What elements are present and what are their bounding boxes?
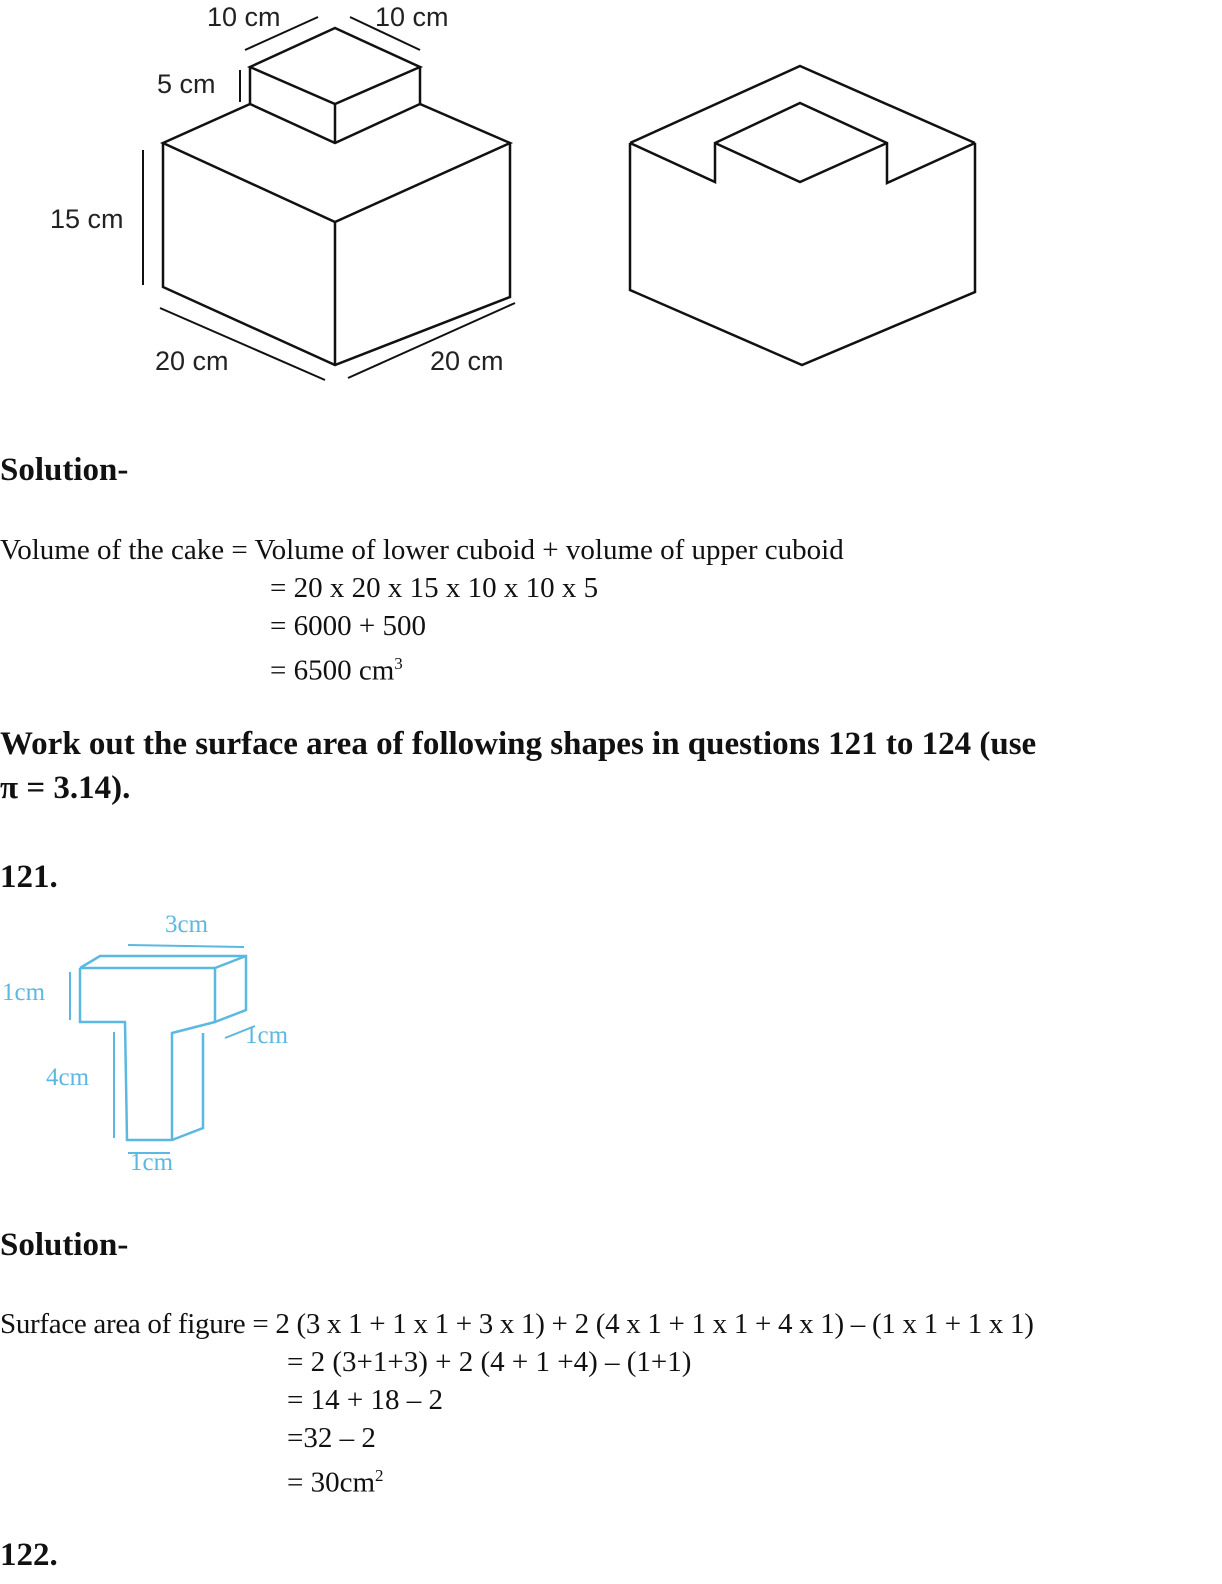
solution-line: [287, 1459, 384, 1500]
exponent: 2: [375, 1466, 384, 1485]
solution-line: = 2 (3+1+3) + 2 (4 + 1 +4) – (1+1): [287, 1346, 692, 1378]
label-top-right: 10 cm: [375, 2, 449, 32]
solution-heading: Solution-: [0, 1227, 129, 1263]
label-height: 15 cm: [50, 204, 124, 234]
solution-line: [270, 647, 403, 688]
result-text: = 6500 cm: [270, 654, 395, 687]
result-text: = 30cm: [287, 1466, 376, 1499]
solution-line: = 6000 + 500: [270, 610, 426, 642]
instruction-line: Work out the surface area of following shapes in questions 121 to 124 (use: [0, 726, 1037, 762]
solution-heading: Solution-: [0, 452, 129, 488]
question-number: 122.: [0, 1537, 58, 1573]
label-bottom-right: 20 cm: [430, 346, 504, 376]
solution-line: =32 – 2: [287, 1422, 376, 1454]
label-1cm-bottom: 1cm: [130, 1149, 174, 1176]
label-4cm: 4cm: [46, 1064, 90, 1091]
t-shape-figure: [70, 945, 255, 1153]
label-top-left: 10 cm: [207, 2, 281, 32]
label-1cm-depth: 1cm: [245, 1022, 289, 1049]
label-3cm: 3cm: [165, 911, 209, 938]
label-1cm-left: 1cm: [2, 979, 46, 1006]
solution-line: = 20 x 20 x 15 x 10 x 10 x 5: [270, 572, 599, 604]
question-number: 121.: [0, 859, 58, 895]
instruction-line: π = 3.14).: [0, 770, 131, 806]
solution-line: Volume of the cake = Volume of lower cuboid + volume of upper cuboid: [0, 534, 844, 566]
label-bottom-left: 20 cm: [155, 346, 229, 376]
solution-line: Surface area of figure = 2 (3 x 1 + 1 x 1 + 3 x 1) + 2 (4 x 1 + 1 x 1 + 4 x 1) – (1 x 1 + 1 x 1): [0, 1308, 1034, 1340]
exponent: 3: [394, 654, 403, 673]
label-small-height: 5 cm: [157, 69, 216, 99]
solution-line: = 14 + 18 – 2: [287, 1384, 443, 1416]
cut-cake-figure: [630, 66, 975, 365]
